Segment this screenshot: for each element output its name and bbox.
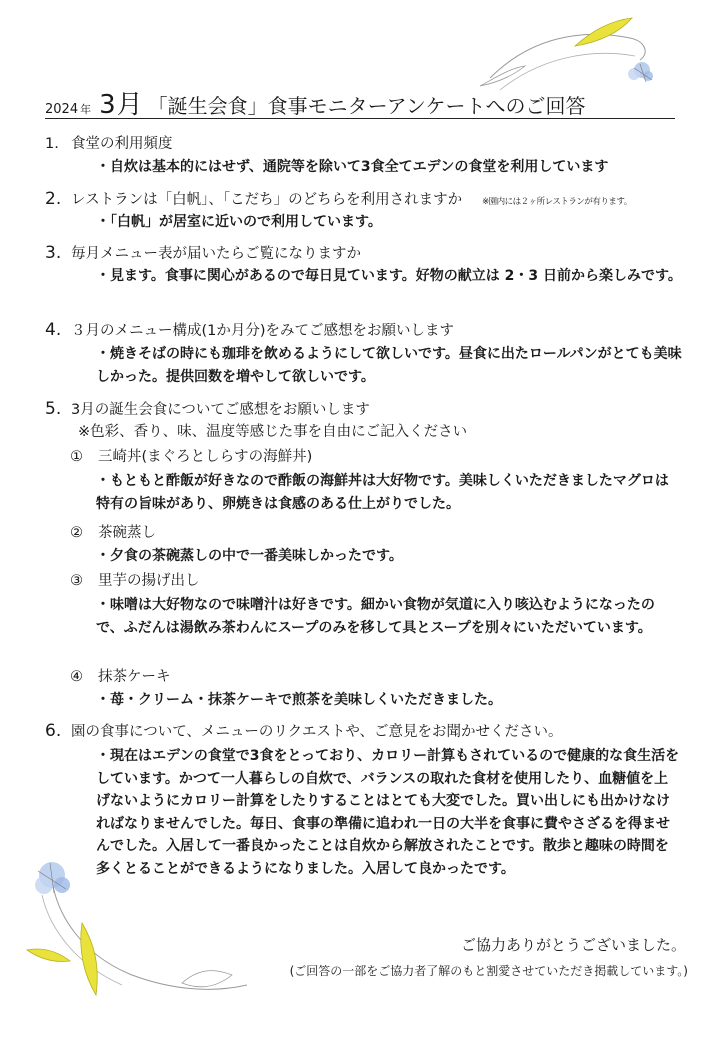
question-note: ※園内には２ヶ所レストランが有ります。 [482,197,632,207]
thanks-message: ご協力ありがとうございました。 [460,936,686,954]
answer-2: ・「白帆」が居室に近いので利用しています。 [96,214,382,230]
answer-1: ・自炊は基本的にはせず、通院等を除いて3食全てエデンの食堂を利用しています [96,159,609,175]
title-year: 2024 [45,102,79,117]
question-5 [45,398,685,421]
question-number: 2. [45,189,62,209]
sub-item-name: 三崎丼(まぐろとしらすの海鮮丼) [98,449,313,465]
question-4 [45,319,685,342]
answer-4: ・焼きそばの時にも珈琲を飲めるようにして欲しいです。昼食に出たロールパンがとても美味しかった。提供回数を増やして欲しいです。 [96,346,682,385]
sub-answer-3: ・味噌は大好物なので味噌汁は好きです。細かい食物が気道に入り咳込むようになったので、ふだんは湯飲み茶わんにスープのみを移して具とスープを別々にいただいています。 [96,597,655,636]
question-text: ３月のメニュー構成(1か月分)をみてご感想をお願いします [71,323,455,339]
question-text: 毎月メニュー表が届いたらご覧になりますか [71,246,361,262]
sub-item-2 [70,522,156,544]
title-year-suffix: 年 [80,103,92,116]
document-header [45,84,675,122]
question-number: 5. [45,399,62,419]
question-6 [45,720,685,743]
question-2 [45,188,685,213]
title-underline [45,118,675,119]
question-text: 食堂の利用頻度 [71,136,173,152]
sub-item-4 [70,666,171,688]
sub-item-mark: ① [70,449,83,465]
sub-item-name: 抹茶ケーキ [98,669,171,685]
answer-6: ・現在はエデンの食堂で3食をとっており、カロリー計算もされているので健康的な食生活をしています。かつて一人暮らしの自炊で、バランスの取れた食材を使用したり、血糖値を上げないようにカロリー計算をしたりすることはとても大変でした。買い出しにも出かけなければなりませんでした。毎日、食事の準備に追われ一日の大半を食事に費やさざるを得ませんでした。入居して一番良かったことは自炊から解放されたことです。散歩と趣味の時間を多くとることができるようになりました。入居して良かったです。 [96,748,680,877]
footnote: (ご回答の一部をご協力者了解のもと割愛させていただき掲載しています。) [289,964,688,978]
question-number: 1. [45,136,59,152]
question-number: 4. [45,320,62,340]
sub-item-mark: ② [70,525,83,541]
title-month: 3月 [99,90,144,120]
question-number: 3. [45,243,62,263]
sub-answer-4: ・苺・クリーム・抹茶ケーキで煎茶を美味しくいただきました。 [96,692,502,708]
sub-item-mark: ④ [70,669,83,685]
sub-item-3 [70,570,200,592]
sub-item-mark: ③ [70,573,83,589]
question-number: 6. [45,721,62,741]
sub-item-name: 里芋の揚げ出し [98,573,200,589]
answer-3: ・見ます。食事に関心があるので毎日見ています。好物の献立は 2・3 日前から楽しみです。 [96,268,682,284]
sub-item-name: 茶碗蒸し [98,525,156,541]
question-1 [45,133,685,155]
sub-answer-1: ・もともと酢飯が好きなので酢飯の海鮮丼は大好物です。美味しくいただきましたマグロは特有の旨味があり、卵焼きは食感のある仕上がりでした。 [96,473,669,512]
document-title [45,84,585,121]
sub-item-1 [70,446,312,468]
question-text: 園の食事について、メニューのリクエストや、ご意見をお聞かせください。 [71,724,563,740]
question-text: レストランは「白帆」、「こだち」のどちらを利用されますか [71,192,463,208]
question-5-note: ※色彩、香り、味、温度等感じた事を自由にご記入ください [78,424,468,440]
question-3 [45,242,685,265]
title-main: 「誕生会食」食事モニターアンケートへのご回答 [147,94,586,118]
question-text: 3月の誕生会食についてご感想をお願いします [71,402,370,418]
sub-answer-2: ・夕食の茶碗蒸しの中で一番美味しかったです。 [96,548,403,564]
